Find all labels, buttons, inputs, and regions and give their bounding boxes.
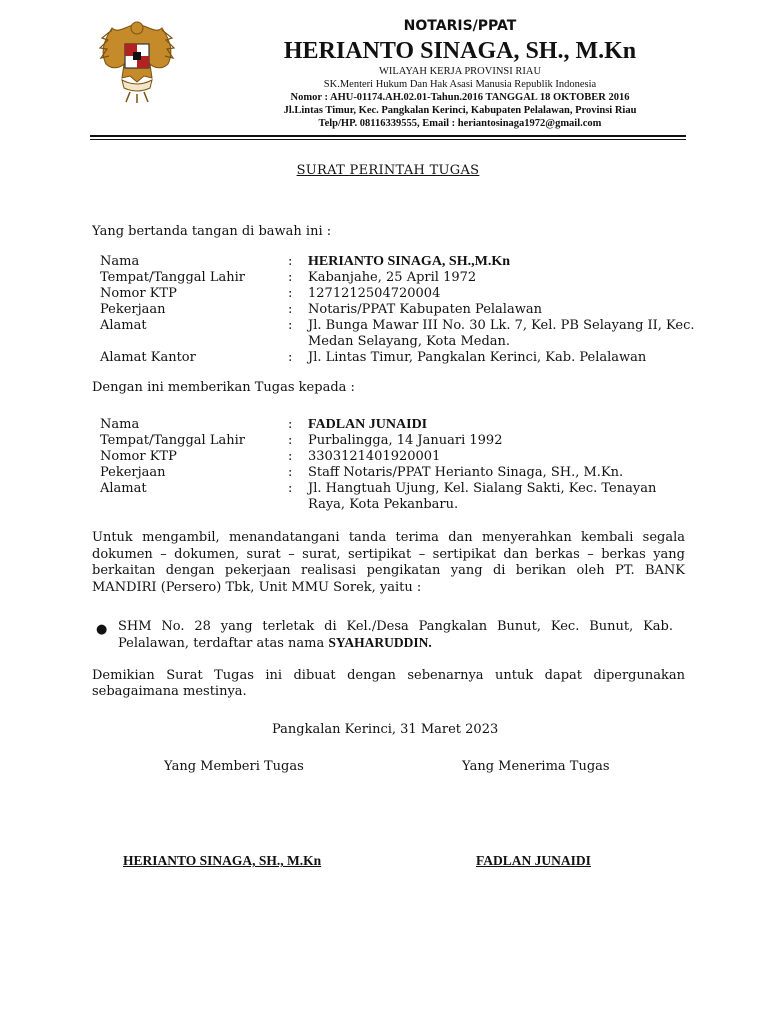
- assignee-label: Nomor KTP: [100, 449, 177, 464]
- bullet-owner-name: SYAHARUDDIN.: [328, 635, 432, 650]
- assign-intro-text: Dengan ini memberikan Tugas kepada :: [92, 380, 355, 395]
- colon: :: [288, 417, 293, 432]
- receiver-signature-name: FADLAN JUNAIDI: [476, 853, 591, 868]
- assigner-row-ktp: [100, 286, 700, 302]
- colon: :: [288, 449, 293, 464]
- assigner-value: 1271212504720004: [308, 286, 441, 301]
- giver-label: Yang Memberi Tugas: [164, 759, 304, 774]
- letterhead-divider-thin: [90, 139, 686, 140]
- assignee-value: Jl. Hangtuah Ujung, Kel. Sialang Sakti, Kec. Tenayan Raya, Kota Pekanbaru.: [308, 481, 657, 512]
- colon: :: [288, 465, 293, 480]
- letterhead-role: NOTARIS/PPAT: [403, 18, 517, 34]
- assignee-value: Staff Notaris/PPAT Herianto Sinaga, SH., M.Kn.: [308, 465, 624, 480]
- letterhead-contact: Telp/HP. 08116339555, Email : heriantosinaga1972@gmail.com: [318, 118, 602, 129]
- assigner-value: Kabanjahe, 25 April 1972: [308, 270, 477, 285]
- intro-text: Yang bertanda tangan di bawah ini :: [92, 224, 332, 239]
- giver-signature-name: HERIANTO SINAGA, SH., M.Kn: [123, 853, 322, 868]
- letterhead-sk: SK.Menteri Hukum Dan Hak Asasi Manusia Republik Indonesia: [323, 79, 597, 90]
- assignee-label: Tempat/Tanggal Lahir: [100, 433, 245, 448]
- assigner-row-address: [100, 318, 700, 350]
- bullet-item: [118, 619, 673, 652]
- assignee-value: 3303121401920001: [308, 449, 441, 464]
- colon: :: [288, 302, 293, 317]
- assignee-value: Purbalingga, 14 Januari 1992: [308, 433, 503, 448]
- assignee-table: [100, 417, 700, 513]
- assignee-label: Alamat: [100, 481, 147, 496]
- bullet-icon: ●: [96, 622, 108, 637]
- colon: :: [288, 270, 293, 285]
- receiver-label: Yang Menerima Tugas: [462, 759, 610, 774]
- assigner-value: Notaris/PPAT Kabupaten Pelalawan: [308, 302, 542, 317]
- letterhead-divider: [90, 135, 686, 137]
- assignee-label: Pekerjaan: [100, 465, 166, 480]
- assignee-value: FADLAN JUNAIDI: [308, 417, 428, 432]
- assignee-row-birth: [100, 433, 700, 449]
- assigner-label: Pekerjaan: [100, 302, 166, 317]
- assignee-row-name: [100, 417, 700, 433]
- letterhead-number: Nomor : AHU-01174.AH.02.01-Tahun.2016 TANGGAL 18 OKTOBER 2016: [290, 92, 630, 103]
- assigner-row-name: [100, 254, 700, 270]
- assigner-row-office: [100, 350, 700, 366]
- assigner-label: Tempat/Tanggal Lahir: [100, 270, 245, 285]
- assignee-label: Nama: [100, 417, 140, 432]
- assigner-label: Alamat Kantor: [100, 350, 196, 365]
- letterhead-area: WILAYAH KERJA PROVINSI RIAU: [378, 66, 542, 77]
- colon: :: [288, 318, 293, 333]
- assigner-row-job: [100, 302, 700, 318]
- assigner-label: Alamat: [100, 318, 147, 333]
- body-paragraph: Untuk mengambil, menandatangani tanda terima dan menyerahkan kembali segala dokumen – dokumen, surat – surat, sertipikat – sertipikat dan berkas – berkas yang berkaitan dengan pekerjaan realisasi pengikatan yang di berikan oleh PT. BANK MANDIRI (Persero) Tbk, Unit MMU Sorek, yaitu :: [92, 530, 685, 595]
- assigner-table: [100, 254, 700, 366]
- colon: :: [288, 286, 293, 301]
- letterhead-address: Jl.Lintas Timur, Kec. Pangkalan Kerinci, Kabupaten Pelalawan, Provinsi Riau: [283, 105, 637, 116]
- assigner-label: Nomor KTP: [100, 286, 177, 301]
- letterhead-name: HERIANTO SINAGA, SH., M.Kn: [283, 38, 637, 64]
- assigner-value: HERIANTO SINAGA, SH.,M.Kn: [308, 254, 511, 269]
- document-title: SURAT PERINTAH TUGAS: [296, 163, 480, 178]
- assigner-label: Nama: [100, 254, 140, 269]
- assignee-row-job: [100, 465, 700, 481]
- assignee-row-ktp: [100, 449, 700, 465]
- assigner-value: Jl. Bunga Mawar III No. 30 Lk. 7, Kel. PB Selayang II, Kec. Medan Selayang, Kota Medan.: [308, 318, 695, 349]
- closing-paragraph: Demikian Surat Tugas ini dibuat dengan sebenarnya untuk dapat dipergunakan sebagaimana mestinya.: [92, 668, 685, 699]
- bullet-text: SHM No. 28 yang terletak di Kel./Desa Pangkalan Bunut, Kec. Bunut, Kab. Pelalawan, terdaftar atas nama: [118, 619, 673, 651]
- garuda-emblem-icon: [92, 18, 182, 104]
- colon: :: [288, 254, 293, 269]
- place-date: Pangkalan Kerinci, 31 Maret 2023: [272, 722, 499, 737]
- colon: :: [288, 481, 293, 496]
- colon: :: [288, 350, 293, 365]
- assignee-row-address: [100, 481, 700, 513]
- assigner-value: Jl. Lintas Timur, Pangkalan Kerinci, Kab. Pelalawan: [308, 350, 647, 365]
- assigner-row-birth: [100, 270, 700, 286]
- colon: :: [288, 433, 293, 448]
